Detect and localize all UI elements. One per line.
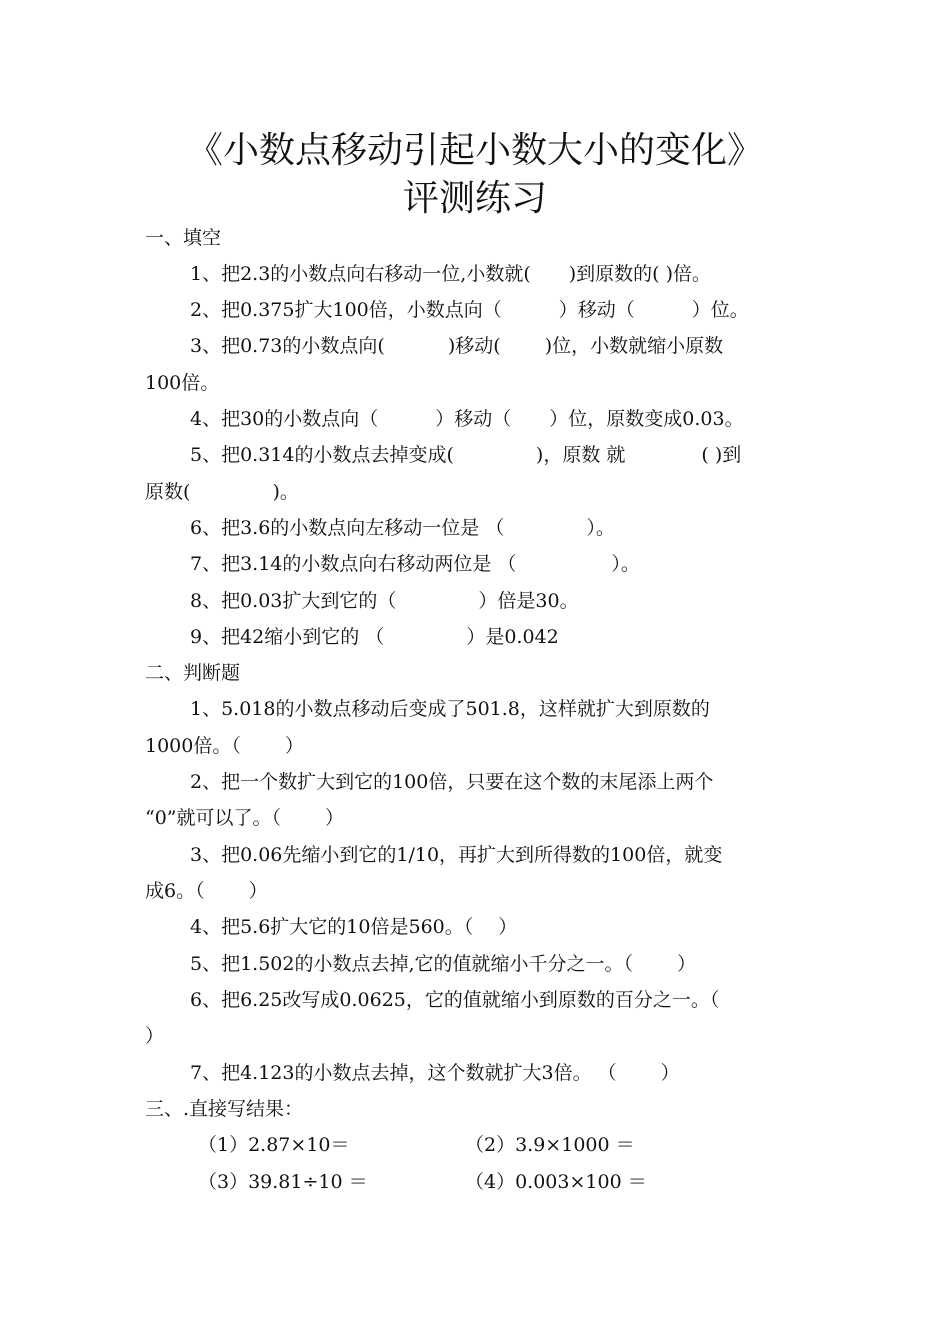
question-text-continued: “0”就可以了。（ ） [145, 807, 345, 829]
question-text-continued: 原数( )。 [145, 481, 299, 503]
question-text: 2、把0.375扩大100倍，小数点向（ ）移动（ ）位。 [190, 299, 749, 321]
calc-item: （3）39.81÷10 ＝ [198, 1171, 368, 1193]
question-text: 6、把3.6的小数点向左移动一位是 （ ）。 [190, 517, 615, 539]
section-heading-fill-blank: 一、填空 [145, 227, 222, 249]
question-text: 6、把6.25改写成0.0625，它的值就缩小到原数的百分之一。（ [190, 989, 720, 1011]
question-text: 1、把2.3的小数点向右移动一位,小数就( )到原数的( )倍。 [190, 263, 712, 285]
calc-item: （4）0.003×100 ＝ [465, 1171, 647, 1193]
question-text: 3、把0.73的小数点向( )移动( )位，小数就缩小原数 [190, 335, 724, 357]
question-text-continued: ） [145, 1025, 165, 1047]
question-text: 7、把4.123的小数点去掉，这个数就扩大3倍。 （ ） [190, 1062, 680, 1084]
question-text: 4、把30的小数点向（ ）移动（ ）位，原数变成0.03。 [190, 408, 744, 430]
question-text-continued: 成6。（ ） [145, 880, 268, 902]
question-text: 3、把0.06先缩小到它的1/10，再扩大到所得数的100倍，就变 [190, 844, 723, 866]
question-text-continued: 1000倍。（ ） [145, 735, 304, 757]
question-text: 8、把0.03扩大到它的（ ）倍是30。 [190, 590, 579, 612]
question-text: 1、5.018的小数点移动后变成了501.8，这样就扩大到原数的 [190, 698, 710, 720]
calc-item: （2）3.9×1000 ＝ [465, 1134, 635, 1156]
question-text-continued: 100倍。 [145, 372, 220, 394]
section-heading-direct-results: 三、.直接写结果： [145, 1098, 304, 1120]
title-line-2: 评测练习 [402, 178, 547, 219]
title-line-1: 《小数点移动引起小数大小的变化》 [186, 130, 763, 171]
section-heading-true-false: 二、判断题 [145, 662, 241, 684]
question-text: 9、把42缩小到它的 （ ）是0.042 [190, 626, 559, 648]
question-text: 5、把0.314的小数点去掉变成( )，原数 就 ( )到 [190, 444, 742, 466]
question-text: 7、把3.14的小数点向右移动两位是 （ ）。 [190, 553, 640, 575]
question-text: 2、把一个数扩大到它的100倍，只要在这个数的末尾添上两个 [190, 771, 714, 793]
calc-item: （1）2.87×10＝ [198, 1134, 350, 1156]
question-text: 5、把1.502的小数点去掉,它的值就缩小千分之一。（ ） [190, 953, 697, 975]
question-text: 4、把5.6扩大它的10倍是560。（ ） [190, 916, 518, 938]
